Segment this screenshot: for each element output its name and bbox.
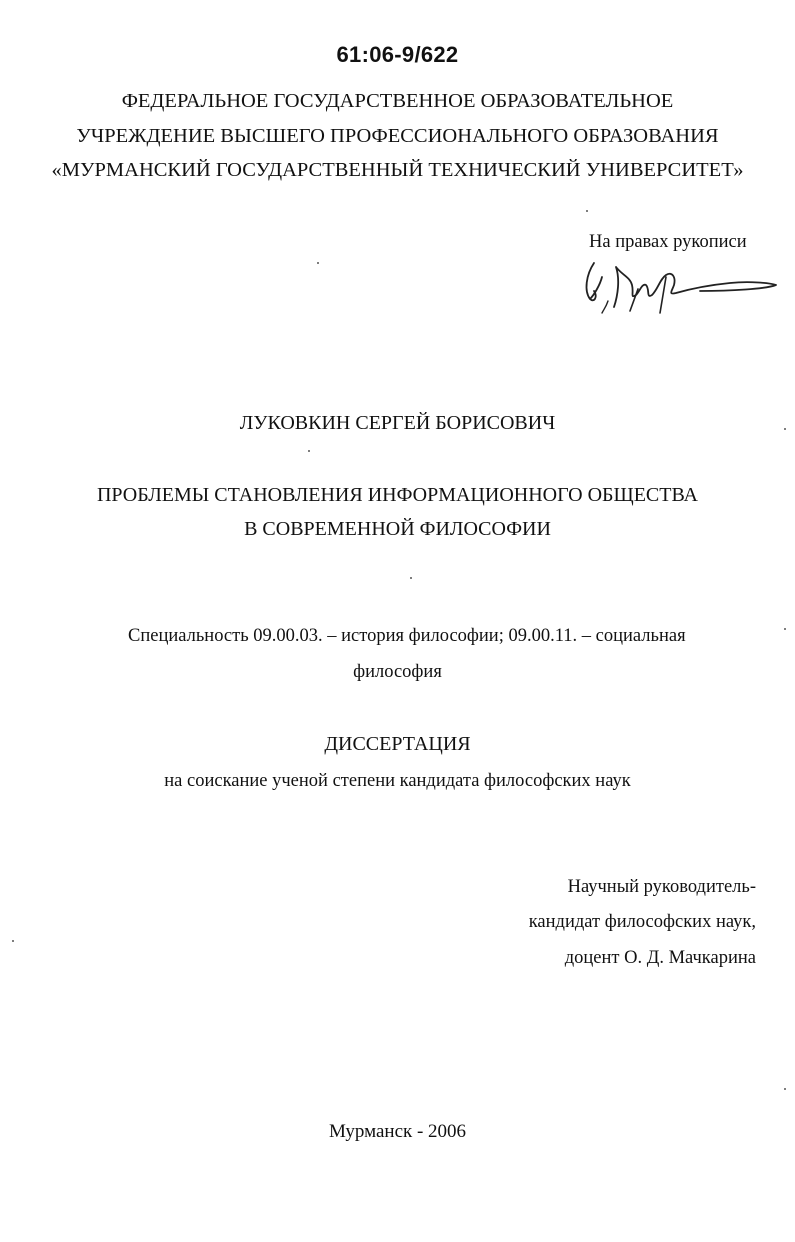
city-year: Мурманск - 2006 xyxy=(328,1121,467,1142)
institution-line-1: ФЕДЕРАЛЬНОЕ ГОСУДАРСТВЕННОЕ ОБРАЗОВАТЕЛЬНОЕ xyxy=(121,90,674,112)
institution-line-3: «МУРМАНСКИЙ ГОСУДАРСТВЕННЫЙ ТЕХНИЧЕСКИЙ УНИВЕРСИТЕТ» xyxy=(51,159,744,181)
institution-line-2: УЧРЕЖДЕНИЕ ВЫСШЕГО ПРОФЕССИОНАЛЬНОГО ОБРАЗОВАНИЯ xyxy=(76,125,719,147)
scan-speck xyxy=(308,450,310,452)
scan-speck xyxy=(410,577,412,579)
supervisor-line-1: Научный руководитель- xyxy=(567,877,756,897)
thesis-title-line-1: ПРОБЛЕМЫ СТАНОВЛЕНИЯ ИНФОРМАЦИОННОГО ОБЩЕСТВА xyxy=(96,484,698,506)
scan-speck xyxy=(12,940,14,942)
author-name: ЛУКОВКИН СЕРГЕЙ БОРИСОВИЧ xyxy=(239,412,556,434)
handwritten-signature xyxy=(580,255,780,315)
manuscript-rights-note: На правах рукописи xyxy=(589,232,747,252)
scan-speck xyxy=(586,210,588,212)
dissertation-subheading: на соискание ученой степени кандидата философских наук xyxy=(164,771,631,791)
specialty-line-2: философия xyxy=(353,662,442,682)
supervisor-line-3: доцент О. Д. Мачкарина xyxy=(564,948,756,968)
scan-speck xyxy=(784,628,786,630)
scan-speck xyxy=(784,1088,786,1090)
scan-speck xyxy=(317,262,319,264)
supervisor-line-2: кандидат философских наук, xyxy=(528,912,756,932)
specialty-line-1: Специальность 09.00.03. – история философии; 09.00.11. – социальная xyxy=(128,626,686,646)
dissertation-heading: ДИССЕРТАЦИЯ xyxy=(324,733,471,755)
scan-speck xyxy=(784,428,786,430)
catalog-code: 61:06-9/622 xyxy=(336,42,459,67)
thesis-title-line-2: В СОВРЕМЕННОЙ ФИЛОСОФИИ xyxy=(244,518,551,540)
